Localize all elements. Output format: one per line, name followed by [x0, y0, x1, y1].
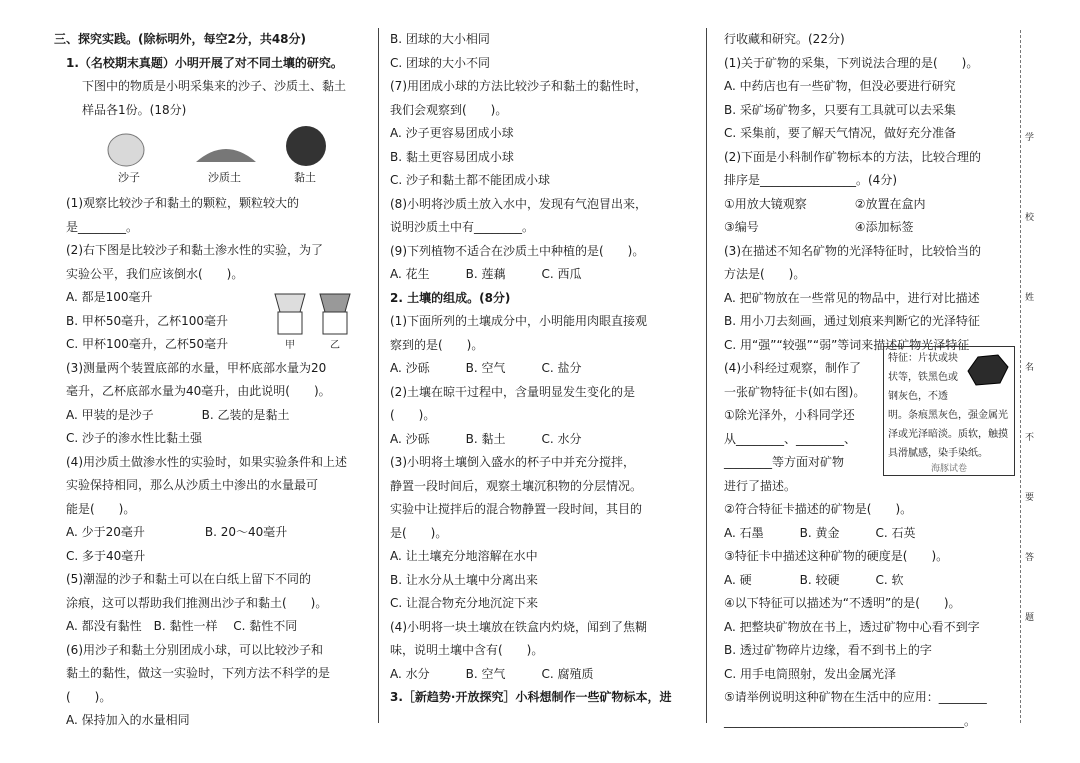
soil-samples-figure	[66, 122, 366, 192]
question-line: (9)下列植物不适合在沙质土中种植的是( )。	[390, 243, 645, 258]
beakers-figure	[270, 290, 360, 351]
question-line: (2)下面是小科制作矿物标本的方法，比较合理的	[724, 149, 981, 164]
question-line: 说明沙质土中有________。	[390, 220, 535, 234]
question-line: 排序是________________。(4分)	[724, 173, 897, 187]
question-line: ③特征卡中描述这种矿物的硬度是( )。	[724, 549, 949, 563]
question-line: 毫升，乙杯底部水量为40毫升，由此说明( )。	[66, 384, 331, 398]
option-line: C. 让混合物充分地沉淀下来	[390, 596, 539, 610]
column-2	[390, 28, 690, 710]
option-line: C. 沙子和黏土都不能团成小球	[390, 173, 551, 187]
question-line: (1)下面所列的土壤成分中，小明能用肉眼直接观	[390, 314, 647, 328]
question-line: (2)土壤在晾干过程中，含量明显发生变化的是	[390, 384, 635, 399]
side-char: 名	[1025, 363, 1035, 373]
question-line: ④以下特征可以描述为“不透明”的是( )。	[724, 596, 961, 610]
question-line: ①除光泽外，小科同学还	[724, 408, 855, 422]
question-line: ⑤请举例说明这种矿物在生活中的应用：________	[724, 690, 987, 704]
question-line: 实验保持相同，那么从沙质土中渗出的水量最可	[66, 478, 319, 492]
option-line: A. 花生 B. 莲藕 C. 西瓜	[390, 267, 582, 281]
option-line: A. 都没有黏性 B. 黏性一样 C. 黏性不同	[66, 619, 298, 633]
question-line: ( )。	[66, 689, 112, 704]
option-line: C. 用手电筒照射，发出金属光泽	[724, 666, 897, 681]
side-char: 校	[1025, 213, 1035, 223]
question-line: (3)测量两个装置底部的水量，甲杯底部水量为20	[66, 360, 327, 375]
question-line: (6)用沙子和黏土分别团成小球，可以比较沙子和	[66, 642, 323, 657]
question-line: 察到的是( )。	[390, 337, 484, 352]
question-line: (4)小科经过观察，制作了	[724, 361, 861, 375]
option-line: A. 让土壤充分地溶解在水中	[390, 549, 538, 563]
option-line: C. 团球的大小不同	[390, 55, 491, 70]
question-line: 实验公平，我们应该倒水( )。	[66, 266, 244, 281]
question-line: 我们会观察到( )。	[390, 102, 508, 117]
option-line: A. 石墨 B. 黄金 C. 石英	[724, 525, 916, 540]
question-line: ( )。	[390, 408, 436, 422]
option-line: B. 让水分从土壤中分离出来	[390, 572, 538, 587]
option-line: C. 多于40毫升	[66, 548, 146, 563]
question-line: 味，说明土壤中含有( )。	[390, 643, 544, 657]
watermark: 海豚试卷	[930, 464, 967, 474]
option-line: B. 采矿场矿物多，只要有工具就可以去采集	[724, 102, 956, 117]
option-line: B. 甲杯50毫升，乙杯100毫升	[66, 313, 229, 328]
question-line: 黏土的黏性，做这一实验时，下列方法不科学的是	[66, 666, 331, 680]
option-line: A. 沙砾 B. 黏土 C. 水分	[390, 431, 582, 446]
option-line: A. 沙子更容易团成小球	[390, 126, 514, 140]
option-line: ①用放大镜观察 ②放置在盒内	[724, 196, 926, 211]
question-line: 行收藏和研究。(22分)	[724, 32, 845, 46]
option-line: C. 用“强”“较强”“弱”等词来描述矿物光泽特征	[724, 337, 970, 352]
option-line: A. 沙砾 B. 空气 C. 盐分	[390, 361, 582, 375]
option-line: B. 团球的大小相同	[390, 32, 490, 46]
question-line: (4)小明将一块土壤放在铁盒内灼烧，闻到了焦糊	[390, 619, 647, 634]
question-line: (1)关于矿物的采集，下列说法合理的是( )。	[724, 55, 979, 70]
side-char: 答	[1025, 553, 1035, 563]
mineral-card-text: 特征：片状或块状等，铁黑色或钢灰色，不透明。条痕黑灰色，强金属光泽或光泽暗淡。质软，触摸具滑腻感，染手染纸。	[888, 353, 1008, 459]
question-line: (3)在描述不知名矿物的光泽特征时，比较恰当的	[724, 243, 981, 258]
side-char: 题	[1025, 613, 1035, 623]
mineral-photo	[964, 351, 1010, 387]
cup-jia-label: 甲	[285, 340, 295, 351]
option-line: B. 黏土更容易团成小球	[390, 149, 514, 164]
answer-line: ________________________________________。	[724, 713, 977, 728]
q3-stem: 3.［新趋势·开放探究］小科想制作一些矿物标本，进	[390, 690, 672, 704]
q1-stem: 下图中的物质是小明采集来的沙子、沙质土、黏土	[82, 79, 347, 93]
cup-yi-label: 乙	[330, 340, 340, 351]
binding-strip	[1020, 30, 1035, 723]
question-line: 是________。	[66, 219, 139, 234]
sand-label: 沙子	[118, 171, 140, 184]
option-line: A. 都是100毫升	[66, 290, 153, 304]
question-line: 静置一段时间后，观察土壤沉积物的分层情况。	[390, 478, 643, 493]
question-line: 一张矿物特征卡(如右图)。	[724, 384, 866, 399]
option-line: C. 采集前，要了解天气情况，做好充分准备	[724, 126, 957, 140]
side-char: 不	[1025, 433, 1035, 443]
question-line: (4)用沙质土做渗水性的实验时，如果实验条件和上述	[66, 454, 348, 469]
question-line: 实验中让搅拌后的混合物静置一段时间，其目的	[390, 502, 643, 516]
option-line: A. 少于20毫升 B. 20～40毫升	[66, 525, 288, 539]
option-line: ③编号 ④添加标签	[724, 220, 914, 234]
column-1	[54, 28, 366, 733]
option-line: A. 把整块矿物放在书上，透过矿物中心看不到字	[724, 619, 980, 634]
question-line: (8)小明将沙质土放入水中，发现有气泡冒出来，	[390, 196, 647, 211]
mineral-feature-card	[883, 346, 1015, 476]
section-title: 三、探究实践。(除标明外，每空2分，共48分)	[54, 32, 307, 46]
clay-label: 黏土	[294, 171, 316, 184]
question-line: 方法是( )。	[724, 267, 806, 281]
q2-stem: 2. 土壤的组成。(8分)	[390, 290, 511, 305]
q1-stem: 1.（名校期末真题）小明开展了对不同土壤的研究。	[66, 55, 343, 70]
q1-stem: 样品各1份。(18分)	[82, 102, 187, 117]
question-line: 涂痕，这可以帮助我们推测出沙子和黏土( )。	[66, 595, 328, 610]
question-line: ________等方面对矿物	[724, 455, 845, 469]
question-line: (2)右下图是比较沙子和黏土渗水性的实验，为了	[66, 243, 323, 257]
option-line: A. 中药店也有一些矿物，但没必要进行研究	[724, 79, 956, 93]
question-line: 从________、________、	[724, 431, 857, 446]
side-char: 姓	[1025, 293, 1035, 303]
option-line: C. 甲杯100毫升，乙杯50毫升	[66, 337, 229, 351]
beakers-illustration	[270, 290, 360, 340]
side-char: 学	[1025, 133, 1035, 143]
question-line: 是( )。	[390, 525, 448, 540]
question-line: (7)用团成小球的方法比较沙子和黏土的黏性时，	[390, 79, 647, 93]
side-char: 要	[1025, 493, 1035, 503]
question-line: ②符合特征卡描述的矿物是( )。	[724, 502, 913, 516]
option-line: A. 把矿物放在一些常见的物品中，进行对比描述	[724, 290, 980, 305]
option-line: A. 保持加入的水量相同	[66, 713, 190, 727]
option-line: C. 沙子的渗水性比黏土强	[66, 431, 203, 445]
column-divider	[706, 28, 707, 723]
option-line: B. 用小刀去刻画，通过划痕来判断它的光泽特征	[724, 314, 980, 328]
question-line: 能是( )。	[66, 501, 136, 516]
sandy-soil-label: 沙质土	[208, 171, 241, 184]
option-line: A. 甲装的是沙子 B. 乙装的是黏土	[66, 407, 290, 422]
option-line: A. 水分 B. 空气 C. 腐殖质	[390, 666, 594, 681]
question-line: (3)小明将土壤倒入盛水的杯子中并充分搅拌，	[390, 455, 635, 469]
question-line: (1)观察比较沙子和黏土的颗粒，颗粒较大的	[66, 196, 299, 210]
option-line: B. 透过矿物碎片边缘，看不到书上的字	[724, 643, 932, 657]
column-divider	[378, 28, 379, 723]
question-line: (5)潮湿的沙子和黏土可以在白纸上留下不同的	[66, 572, 311, 586]
question-line: 进行了描述。	[724, 478, 797, 493]
option-line: A. 硬 B. 较硬 C. 软	[724, 572, 904, 587]
